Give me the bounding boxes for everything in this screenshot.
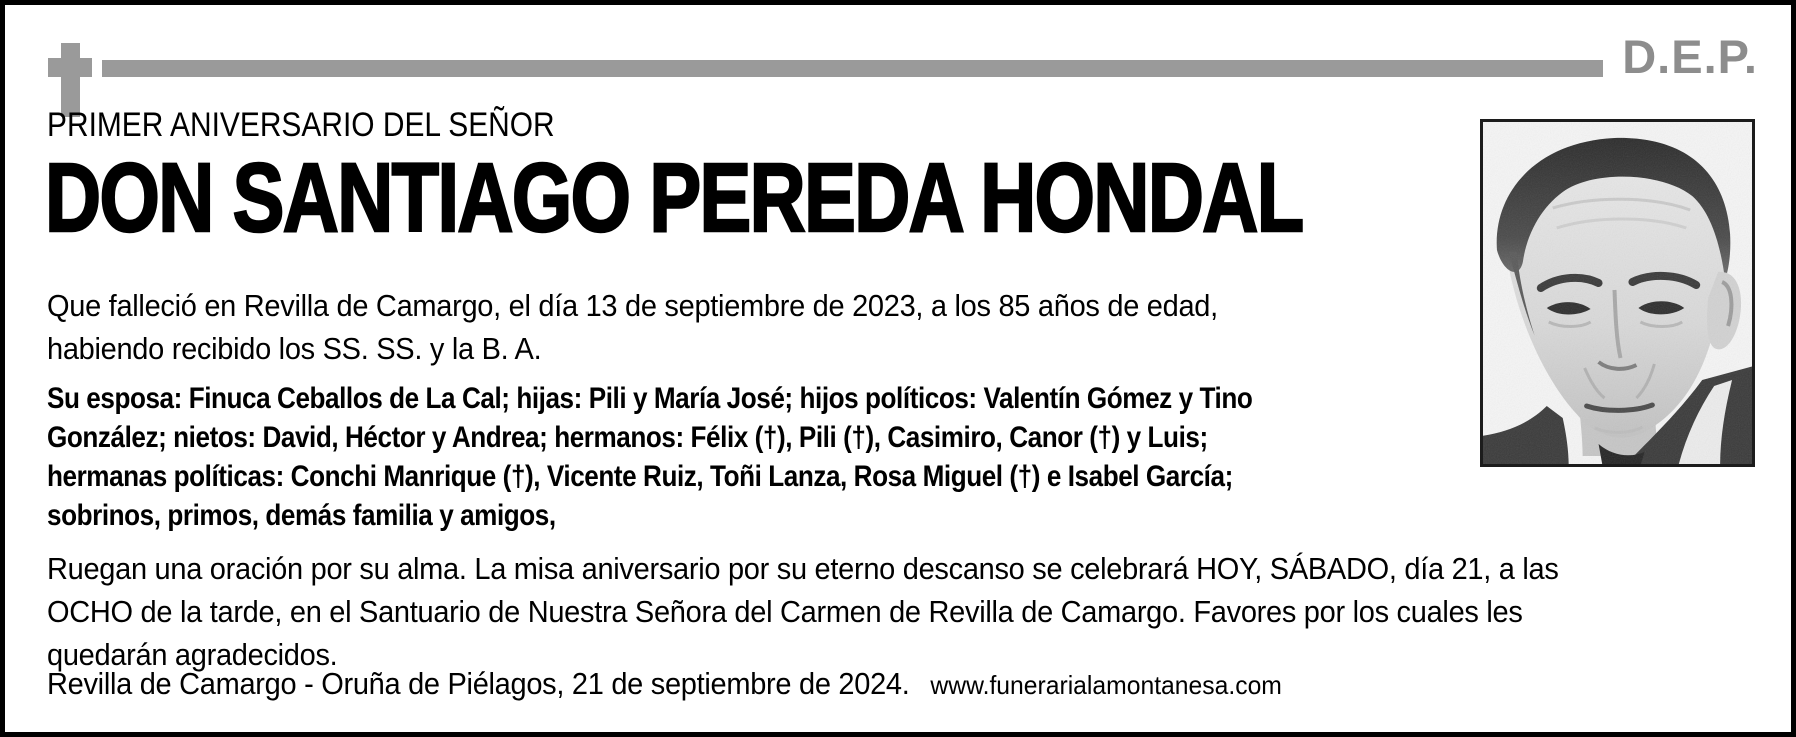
mass-announcement-paragraph [47,548,1638,677]
death-notice-line: Que falleció en Revilla de Camargo, el día 13 de septiembre de 2023, a los 85 años de edad, [47,289,1218,323]
family-line: González; nietos: David, Héctor y Andrea; hermanos: Félix (†), Pili (†), Casimiro, Canor (†) y Luis; [47,421,1208,454]
anniversary-kicker: PRIMER ANIVERSARIO DEL SEÑOR [47,106,555,144]
mass-announcement-line: Ruegan una oración por su alma. La misa aniversario por su eterno descanso se celebrará HOY, SÁBADO, día 21, a las [47,552,1559,586]
deceased-name-title: DON SANTIAGO PEREDA HONDAL [45,143,1303,252]
family-line: Su esposa: Finuca Ceballos de La Cal; hijas: Pili y María José; hijos políticos: Valentín Gómez y Tino [47,382,1253,415]
place-date: Revilla de Camargo - Oruña de Piélagos, 21 de septiembre de 2024. [47,667,910,701]
family-line: hermanas políticas: Conchi Manrique (†), Vicente Ruiz, Toñi Lanza, Rosa Miguel (†) e Isabel García; [47,460,1233,493]
death-notice-paragraph [47,285,1280,371]
header-rule [102,60,1603,77]
death-notice-line: habiendo recibido los SS. SS. y la B. A. [47,332,542,366]
mass-announcement-line: quedarán agradecidos. [47,638,338,672]
footer-line [47,667,1282,702]
dep-abbreviation: D.E.P. [1622,30,1758,83]
mass-announcement-line: OCHO de la tarde, en el Santuario de Nuestra Señora del Carmen de Revilla de Camargo. Favores por los cuales les [47,595,1523,629]
family-line: sobrinos, primos, demás familia y amigos, [47,499,556,532]
family-paragraph [47,379,1432,535]
deceased-portrait-photo [1480,119,1755,467]
funeral-home-website: www.funerarialamontanesa.com [930,670,1282,700]
